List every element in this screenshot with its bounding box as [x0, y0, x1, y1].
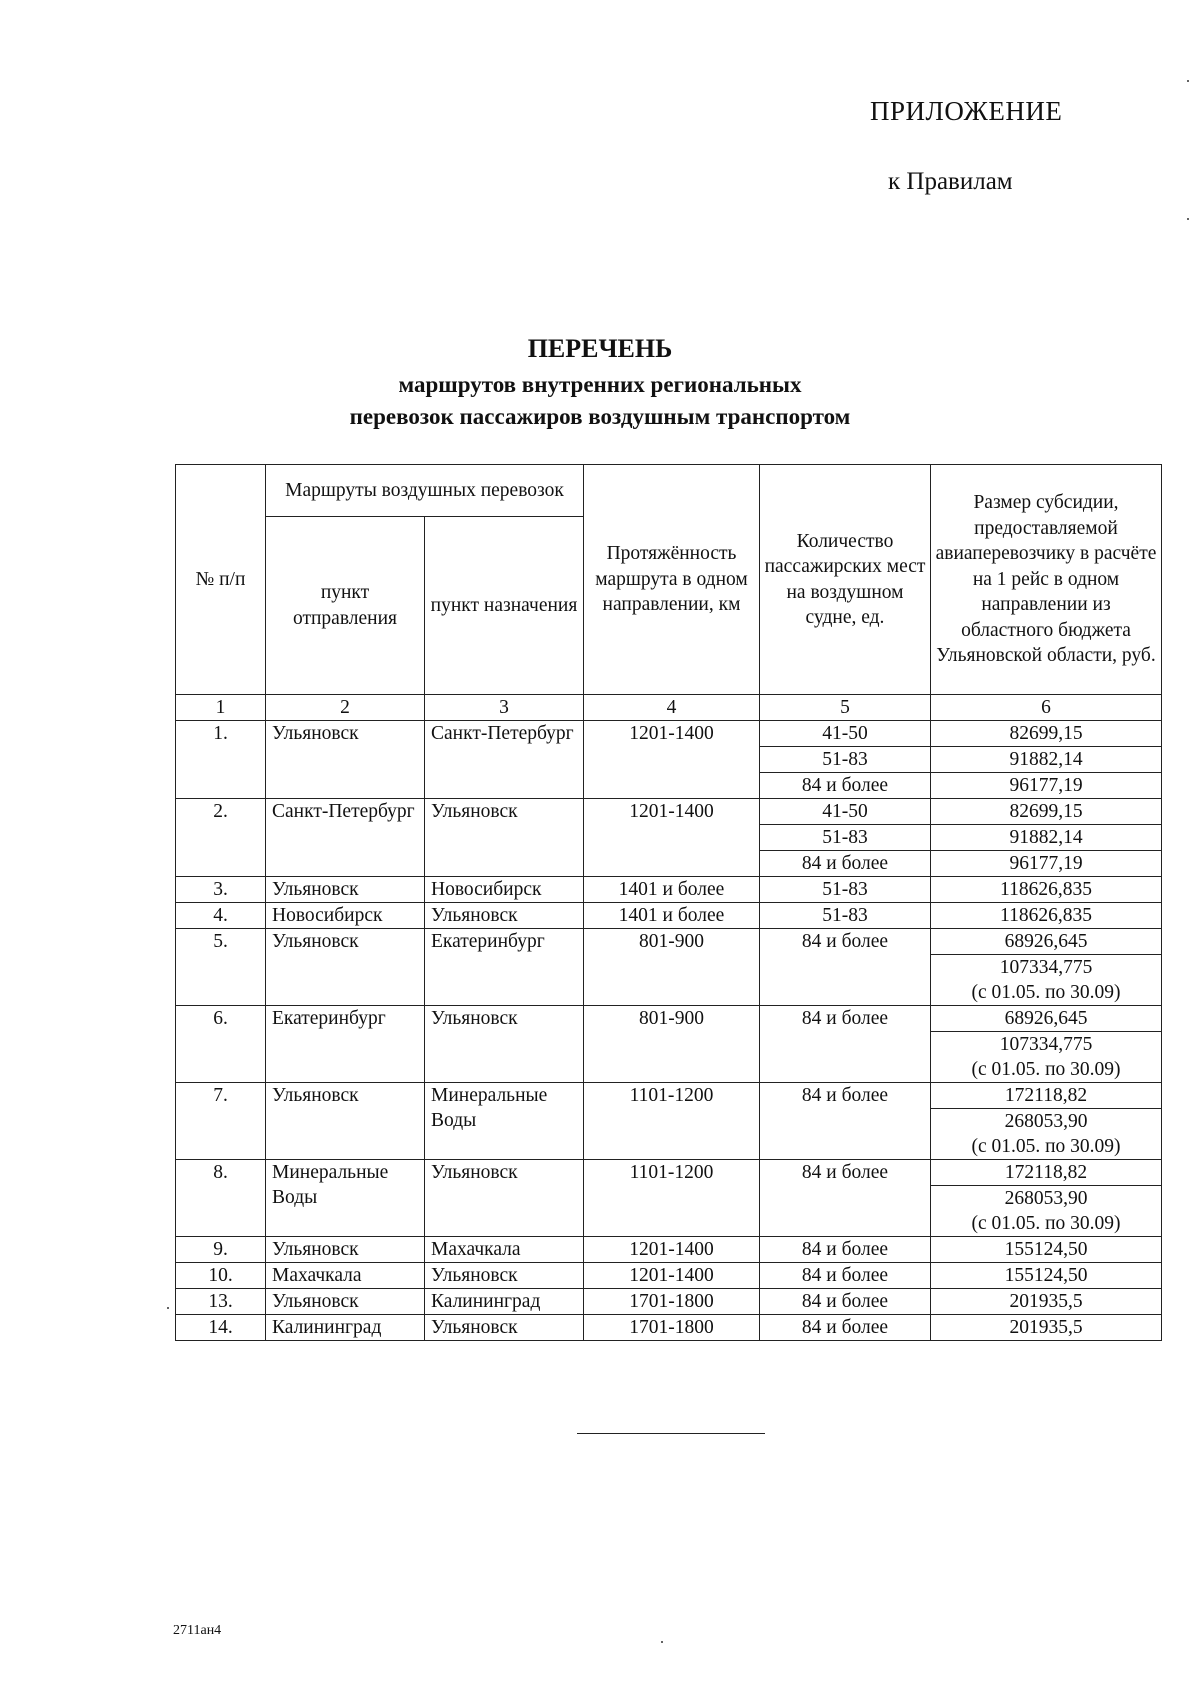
- table-row: [176, 1289, 1162, 1315]
- route-length: 801-900: [584, 1006, 760, 1083]
- route-length: 1401 и более: [584, 903, 760, 929]
- summer-period: (с 01.05. по 30.09): [971, 1059, 1121, 1080]
- subsidy-amount: 96177,19: [931, 851, 1162, 877]
- route-length: 1201-1400: [584, 799, 760, 877]
- column-number: 1: [176, 695, 266, 721]
- table-row: [176, 799, 1162, 825]
- row-number: 3.: [176, 877, 266, 903]
- subsidy-amount: 201935,5: [931, 1289, 1162, 1315]
- departure-point: Ульяновск: [266, 721, 425, 799]
- table-row: [176, 1083, 1162, 1109]
- route-length: 1401 и более: [584, 877, 760, 903]
- departure-point: Калининград: [266, 1315, 425, 1341]
- departure-point: Ульяновск: [266, 1083, 425, 1160]
- destination-point: Махачкала: [425, 1237, 584, 1263]
- row-number: 1.: [176, 721, 266, 799]
- subsidy-summer: [931, 1032, 1162, 1083]
- row-number: 5.: [176, 929, 266, 1006]
- table-row: [176, 721, 1162, 747]
- route-length: 1201-1400: [584, 1263, 760, 1289]
- route-length: 1701-1800: [584, 1289, 760, 1315]
- header-num: № п/п: [176, 465, 266, 695]
- to-rules-label: к Правилам: [888, 168, 1013, 195]
- header-destination: пункт назначения: [425, 517, 584, 695]
- subsidy-amount: 172118,82: [931, 1160, 1162, 1186]
- row-number: 8.: [176, 1160, 266, 1237]
- subsidy-amount: 172118,82: [931, 1083, 1162, 1109]
- destination-point: Ульяновск: [425, 903, 584, 929]
- destination-point: Ульяновск: [425, 1263, 584, 1289]
- seat-count: 41-50: [760, 799, 931, 825]
- header-subsidy: Размер субсидии, предоставляемой авиаперевозчику в расчёте на 1 рейс в одном направлении из областного бюджета Ульяновской области, руб.: [931, 465, 1162, 695]
- row-number: 4.: [176, 903, 266, 929]
- departure-point: Екатеринбург: [266, 1006, 425, 1083]
- header-routes: Маршруты воздушных перевозок: [266, 465, 584, 517]
- subsidy-amount: 118626,835: [931, 903, 1162, 929]
- seat-count: 84 и более: [760, 851, 931, 877]
- subsidy-amount: 155124,50: [931, 1263, 1162, 1289]
- row-number: 9.: [176, 1237, 266, 1263]
- document-title: ПЕРЕЧЕНЬ: [527, 334, 673, 363]
- summer-period: (с 01.05. по 30.09): [971, 1213, 1121, 1234]
- row-number: 6.: [176, 1006, 266, 1083]
- subsidy-amount: 68926,645: [931, 1006, 1162, 1032]
- route-length: 1201-1400: [584, 1237, 760, 1263]
- column-number: 2: [266, 695, 425, 721]
- seat-count: 84 и более: [760, 1263, 931, 1289]
- scan-speck: [661, 1641, 663, 1643]
- routes-table: [175, 464, 1162, 1341]
- column-numbers-row: [176, 695, 1162, 721]
- destination-point: Санкт-Петербург: [425, 721, 584, 799]
- column-number: 3: [425, 695, 584, 721]
- seat-count: 51-83: [760, 903, 931, 929]
- document-subtitle-line-1: маршрутов внутренних региональных: [398, 372, 802, 397]
- scan-speck: [1187, 218, 1189, 220]
- subsidy-amount: 96177,19: [931, 773, 1162, 799]
- destination-point: Калининград: [425, 1289, 584, 1315]
- subsidy-amount: 91882,14: [931, 747, 1162, 773]
- document-code: 2711ан4: [173, 1623, 222, 1638]
- departure-point: Ульяновск: [266, 1237, 425, 1263]
- destination-point: Ульяновск: [425, 1006, 584, 1083]
- seat-count: 84 и более: [760, 773, 931, 799]
- destination-point: Ульяновск: [425, 1160, 584, 1237]
- subsidy-summer: [931, 955, 1162, 1006]
- departure-point: Минеральные Воды: [266, 1160, 425, 1237]
- seat-count: 84 и более: [760, 1160, 931, 1237]
- column-number: 5: [760, 695, 931, 721]
- table-row: [176, 877, 1162, 903]
- departure-point: Ульяновск: [266, 929, 425, 1006]
- seat-count: 51-83: [760, 825, 931, 851]
- subsidy-amount: 91882,14: [931, 825, 1162, 851]
- row-number: 14.: [176, 1315, 266, 1341]
- header-length: Протяжённость маршрута в одном направлении, км: [584, 465, 760, 695]
- column-number: 4: [584, 695, 760, 721]
- seat-count: 51-83: [760, 877, 931, 903]
- destination-point: Новосибирск: [425, 877, 584, 903]
- table-row: [176, 929, 1162, 955]
- table-row: [176, 903, 1162, 929]
- header-seats: Количество пассажирских мест на воздушном судне, ед.: [760, 465, 931, 695]
- departure-point: Санкт-Петербург: [266, 799, 425, 877]
- column-number: 6: [931, 695, 1162, 721]
- subsidy-amount: 82699,15: [931, 799, 1162, 825]
- departure-point: Новосибирск: [266, 903, 425, 929]
- table-row: [176, 1006, 1162, 1032]
- row-number: 13.: [176, 1289, 266, 1315]
- table-row: [176, 1237, 1162, 1263]
- seat-count: 41-50: [760, 721, 931, 747]
- appendix-label: ПРИЛОЖЕНИЕ: [870, 96, 1063, 126]
- subsidy-summer-amount: 268053,90: [1004, 1111, 1088, 1132]
- summer-period: (с 01.05. по 30.09): [971, 982, 1121, 1003]
- route-length: 1101-1200: [584, 1083, 760, 1160]
- seat-count: 84 и более: [760, 1006, 931, 1083]
- seat-count: 51-83: [760, 747, 931, 773]
- document-subtitle-line-2: перевозок пассажиров воздушным транспортом: [349, 404, 851, 429]
- destination-point: Минеральные Воды: [425, 1083, 584, 1160]
- seat-count: 84 и более: [760, 1237, 931, 1263]
- table-row: [176, 1160, 1162, 1186]
- subsidy-amount: 155124,50: [931, 1237, 1162, 1263]
- subsidy-summer: [931, 1109, 1162, 1160]
- table-row: [176, 1263, 1162, 1289]
- seat-count: 84 и более: [760, 1315, 931, 1341]
- subsidy-amount: 68926,645: [931, 929, 1162, 955]
- route-length: 1101-1200: [584, 1160, 760, 1237]
- scan-speck: [167, 1307, 169, 1309]
- row-number: 2.: [176, 799, 266, 877]
- route-length: 801-900: [584, 929, 760, 1006]
- subsidy-summer-amount: 107334,775: [999, 1034, 1093, 1055]
- scan-speck: [1187, 80, 1189, 82]
- route-length: 1701-1800: [584, 1315, 760, 1341]
- destination-point: Екатеринбург: [425, 929, 584, 1006]
- subsidy-amount: 118626,835: [931, 877, 1162, 903]
- departure-point: Ульяновск: [266, 877, 425, 903]
- seat-count: 84 и более: [760, 1289, 931, 1315]
- subsidy-amount: 82699,15: [931, 721, 1162, 747]
- seat-count: 84 и более: [760, 929, 931, 1006]
- destination-point: Ульяновск: [425, 1315, 584, 1341]
- subsidy-summer-amount: 268053,90: [1004, 1188, 1088, 1209]
- destination-point: Ульяновск: [425, 799, 584, 877]
- signature-divider-line: [577, 1433, 765, 1434]
- subsidy-summer: [931, 1186, 1162, 1237]
- departure-point: Ульяновск: [266, 1289, 425, 1315]
- seat-count: 84 и более: [760, 1083, 931, 1160]
- route-length: 1201-1400: [584, 721, 760, 799]
- departure-point: Махачкала: [266, 1263, 425, 1289]
- row-number: 10.: [176, 1263, 266, 1289]
- table-row: [176, 1315, 1162, 1341]
- subsidy-summer-amount: 107334,775: [999, 957, 1093, 978]
- row-number: 7.: [176, 1083, 266, 1160]
- header-departure: пункт отправления: [266, 517, 425, 695]
- subsidy-amount: 201935,5: [931, 1315, 1162, 1341]
- summer-period: (с 01.05. по 30.09): [971, 1136, 1121, 1157]
